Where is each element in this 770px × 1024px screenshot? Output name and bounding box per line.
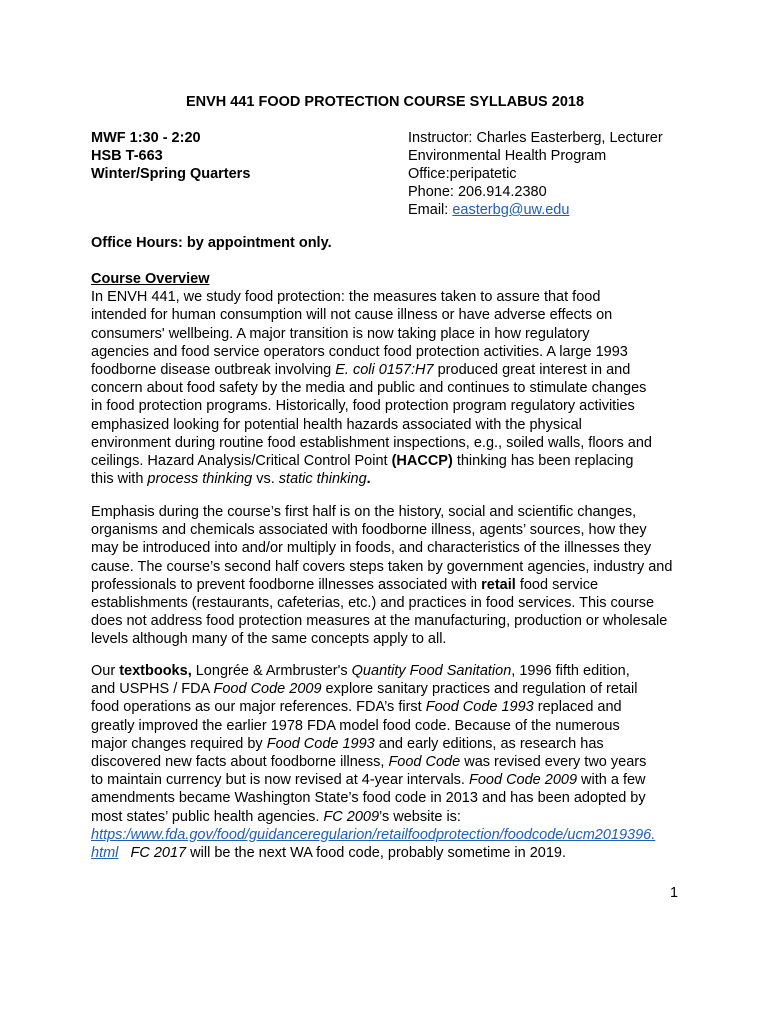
text-line: cause. The course’s second half covers steps taken by government agencies, industry and [91, 558, 673, 575]
text-line: foodborne disease outbreak involving E. coli 0157:H7 produced great interest in and [91, 362, 631, 379]
text-line: amendments became Washington State’s food code in 2013 and has been adopted by [91, 790, 646, 807]
text-line: to maintain currency but is now revised at 4-year intervals. Food Code 2009 with a few [91, 772, 646, 789]
text-line: establishments (restaurants, cafeterias, etc.) and practices in food services. This course [91, 595, 655, 612]
instructor-phone: Phone: 206.914.2380 [408, 184, 547, 200]
email-link[interactable]: easterbg@uw.edu [452, 202, 570, 218]
overview-paragraph-2 [91, 503, 721, 649]
instructor-email-line [408, 201, 663, 219]
meeting-time: MWF 1:30 - 2:20 [91, 130, 201, 146]
overview-paragraph-1 [91, 270, 721, 488]
text-line: professionals to prevent foodborne illnesses associated with retail food service [91, 576, 599, 593]
text-line: intended for human consumption will not cause illness or have adverse effects on [91, 307, 613, 324]
meeting-quarters: Winter/Spring Quarters [91, 166, 251, 182]
overview-heading: Course Overview [91, 271, 210, 287]
text-line: Emphasis during the course’s first half is on the history, social and scientific changes, [91, 504, 637, 520]
email-label: Email: [408, 202, 453, 218]
text-line: emphasized looking for potential health hazards associated with the physical [91, 416, 582, 433]
meeting-room: HSB T-663 [91, 148, 163, 164]
text-line: this with process thinking vs. static thinking. [91, 471, 371, 488]
text-line: discovered new facts about foodborne illness, Food Code was revised every two years [91, 754, 647, 771]
textbooks-term: textbooks, [119, 663, 192, 679]
fda-website-link[interactable]: https:/www.fda.gov/food/guidanceregularion/retailfoodprotection/foodcode/ucm2019396. [91, 826, 656, 843]
text-line: agencies and food service operators conduct food protection activities. A large 1993 [91, 343, 628, 360]
instructor-info [408, 129, 663, 219]
text-line: and USPHS / FDA Food Code 2009 explore sanitary practices and regulation of retail [91, 681, 638, 698]
text-line: in food protection programs. Historically, food protection program regulatory activities [91, 398, 635, 415]
text-line: In ENVH 441, we study food protection: the measures taken to assure that food [91, 289, 601, 306]
text-line: may be introduced into and/or multiply in foods, and characteristics of the illnesses they [91, 540, 652, 557]
text-line: levels although many of the same concepts apply to all. [91, 631, 447, 648]
text-line: consumers' wellbeing. A major transition is now taking place in how regulatory [91, 325, 590, 342]
syllabus-title: ENVH 441 FOOD PROTECTION COURSE SYLLABUS 2018 [185, 94, 585, 110]
instructor-office: Office:peripatetic [408, 166, 517, 182]
overview-paragraph-3 [91, 662, 721, 862]
instructor-program: Environmental Health Program [408, 148, 607, 164]
haccp-term: (HACCP) [391, 453, 453, 470]
text-line: does not address food protection measures at the manufacturing, production or wholesale [91, 613, 668, 630]
organism-name: E. coli 0157:H7 [335, 362, 434, 379]
text-line: major changes required by Food Code 1993 and early editions, as research has [91, 735, 604, 752]
text-line: html FC 2017 will be the next WA food code, probably sometime in 2019. [91, 845, 567, 862]
office-hours: Office Hours: by appointment only. [91, 235, 332, 251]
text-line: Our textbooks, Longrée & Armbruster's Quantity Food Sanitation, 1996 fifth edition, [91, 663, 630, 679]
text-line: environment during routine food establishment inspections, e.g., soiled walls, floors and [91, 434, 652, 451]
text-line: organisms and chemicals associated with foodborne illness, agents’ sources, how they [91, 522, 647, 539]
page-number: 1 [670, 885, 679, 901]
text-line: most states’ public health agencies. FC 2009’s website is: [91, 808, 461, 825]
instructor-name: Instructor: Charles Easterberg, Lecturer [408, 130, 663, 146]
text-line: food operations as our major references. FDA’s first Food Code 1993 replaced and [91, 699, 622, 716]
text-line: greatly improved the earlier 1978 FDA model food code. Because of the numerous [91, 717, 620, 734]
retail-term: retail [481, 576, 516, 593]
text-line: concern about food safety by the media and public and continues to stimulate changes [91, 380, 647, 397]
text-line: ceilings. Hazard Analysis/Critical Control Point (HACCP) thinking has been replacing [91, 453, 634, 470]
course-schedule [91, 129, 250, 183]
fda-website-link-end[interactable]: html [91, 845, 119, 862]
